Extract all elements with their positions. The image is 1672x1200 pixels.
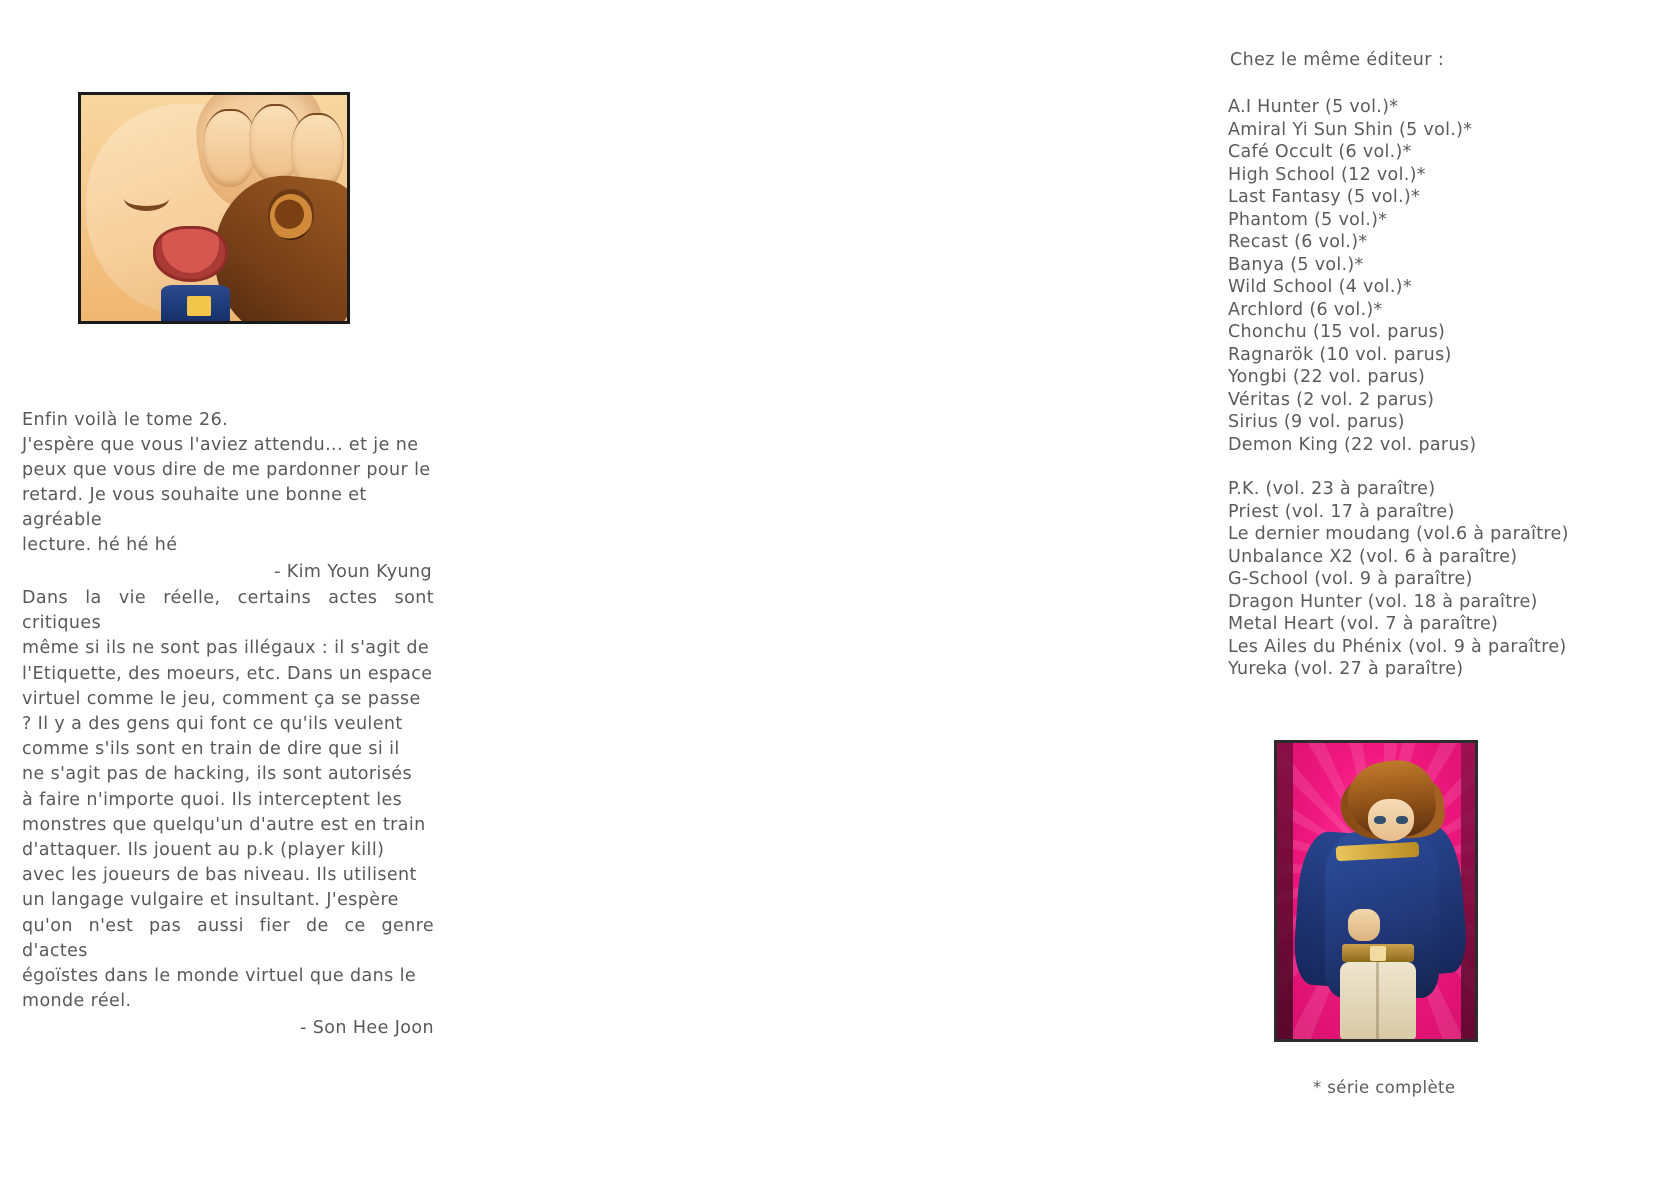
publisher-heading: Chez le même éditeur : bbox=[1230, 50, 1445, 70]
note-two-line: ne s'agit pas de hacking, ils sont autorisés bbox=[22, 764, 412, 785]
series-item: High School (12 vol.)* bbox=[1228, 164, 1426, 185]
series-item: Recast (6 vol.)* bbox=[1228, 232, 1368, 252]
upcoming-item: P.K. (vol. 23 à paraître) bbox=[1228, 479, 1436, 499]
series-item: A.I Hunter (5 vol.)* bbox=[1228, 97, 1399, 117]
cover-character-hand bbox=[1348, 909, 1380, 942]
cover-character-eye bbox=[1374, 816, 1386, 825]
series-item: Véritas (2 vol. 2 parus) bbox=[1228, 389, 1435, 410]
note-two-line: Dans la vie réelle, certains actes sont critiques bbox=[22, 588, 434, 634]
author-note-two bbox=[22, 586, 434, 1038]
author-note-one bbox=[22, 408, 432, 582]
series-item: Last Fantasy (5 vol.)* bbox=[1228, 187, 1421, 207]
upcoming-item: Yureka (vol. 27 à paraître) bbox=[1228, 659, 1464, 679]
series-item: Ragnarök (10 vol. parus) bbox=[1228, 344, 1452, 365]
note-two-line: qu'on n'est pas aussi fier de ce genre d'actes bbox=[22, 915, 434, 961]
upcoming-item: Le dernier moudang (vol.6 à paraître) bbox=[1228, 524, 1569, 544]
series-item: Banya (5 vol.)* bbox=[1228, 254, 1364, 275]
note-two-line: même si ils ne sont pas illégaux : il s'agit de bbox=[22, 638, 430, 659]
series-item: Wild School (4 vol.)* bbox=[1228, 277, 1412, 297]
note-two-line: un langage vulgaire et insultant. J'espère bbox=[22, 890, 399, 911]
note-two-signature: - Son Hee Joon bbox=[300, 1018, 434, 1039]
note-two-line: monstres que quelqu'un d'autre est en train bbox=[22, 814, 426, 835]
cover-character-eye bbox=[1396, 816, 1408, 825]
note-one-signature: - Kim Youn Kyung bbox=[274, 562, 432, 582]
chibi-artwork bbox=[81, 95, 347, 321]
upcoming-item: Unbalance X2 (vol. 6 à paraître) bbox=[1228, 546, 1518, 567]
series-item: Yongbi (22 vol. parus) bbox=[1228, 367, 1426, 387]
series-item: Archlord (6 vol.)* bbox=[1228, 299, 1383, 320]
chibi-eye-open bbox=[270, 194, 313, 239]
series-item: Demon King (22 vol. parus) bbox=[1228, 434, 1477, 455]
left-column bbox=[0, 0, 470, 1200]
upcoming-item: Les Ailes du Phénix (vol. 9 à paraître) bbox=[1228, 636, 1567, 657]
series-item: Chonchu (15 vol. parus) bbox=[1228, 322, 1446, 342]
cover-character-legs bbox=[1340, 962, 1415, 1039]
series-item: Sirius (9 vol. parus) bbox=[1228, 412, 1405, 432]
illustration-frame bbox=[78, 92, 350, 324]
note-one-line: J'espère que vous l'aviez attendu... et je ne bbox=[22, 435, 419, 455]
chibi-collar-tag bbox=[187, 296, 211, 316]
note-one-line: lecture. hé hé hé bbox=[22, 535, 178, 555]
chibi-illustration bbox=[78, 92, 350, 324]
series-item: Phantom (5 vol.)* bbox=[1228, 209, 1388, 230]
note-two-line: l'Etiquette, des moeurs, etc. Dans un espace bbox=[22, 663, 433, 684]
note-two-line: égoïstes dans le monde virtuel que dans le bbox=[22, 966, 417, 987]
series-item: Amiral Yi Sun Shin (5 vol.)* bbox=[1228, 119, 1473, 140]
note-two-line: virtuel comme le jeu, comment ça se passe bbox=[22, 688, 421, 709]
series-item: Café Occult (6 vol.)* bbox=[1228, 142, 1412, 162]
series-list bbox=[1228, 96, 1668, 681]
cover-left-strip bbox=[1277, 743, 1293, 1039]
manga-cover-thumbnail bbox=[1274, 740, 1478, 1042]
note-two-line: à faire n'importe quoi. Ils interceptent les bbox=[22, 789, 403, 810]
complete-series-footnote: * série complète bbox=[1313, 1078, 1456, 1097]
upcoming-item: Dragon Hunter (vol. 18 à paraître) bbox=[1228, 591, 1538, 612]
chibi-mouth bbox=[153, 226, 228, 282]
note-one-line: peux que vous dire de me pardonner pour le bbox=[22, 460, 431, 480]
chibi-eye-closed bbox=[124, 185, 169, 210]
note-one-line: retard. Je vous souhaite une bonne et agréable bbox=[22, 485, 367, 530]
note-two-line: ? Il y a des gens qui font ce qu'ils veulent bbox=[22, 714, 403, 735]
note-two-line: monde réel. bbox=[22, 991, 132, 1012]
note-one-line: Enfin voilà le tome 26. bbox=[22, 410, 229, 430]
upcoming-item: Priest (vol. 17 à paraître) bbox=[1228, 501, 1455, 522]
list-spacer bbox=[1228, 456, 1668, 478]
upcoming-item: G-School (vol. 9 à paraître) bbox=[1228, 569, 1473, 589]
cover-belt-buckle bbox=[1370, 946, 1386, 961]
upcoming-item: Metal Heart (vol. 7 à paraître) bbox=[1228, 614, 1499, 634]
note-two-line: comme s'ils sont en train de dire que si il bbox=[22, 739, 400, 760]
note-two-line: avec les joueurs de bas niveau. Ils utilisent bbox=[22, 865, 417, 886]
note-two-line: d'attaquer. Ils jouent au p.k (player kill) bbox=[22, 840, 385, 861]
cover-right-strip bbox=[1461, 743, 1475, 1039]
